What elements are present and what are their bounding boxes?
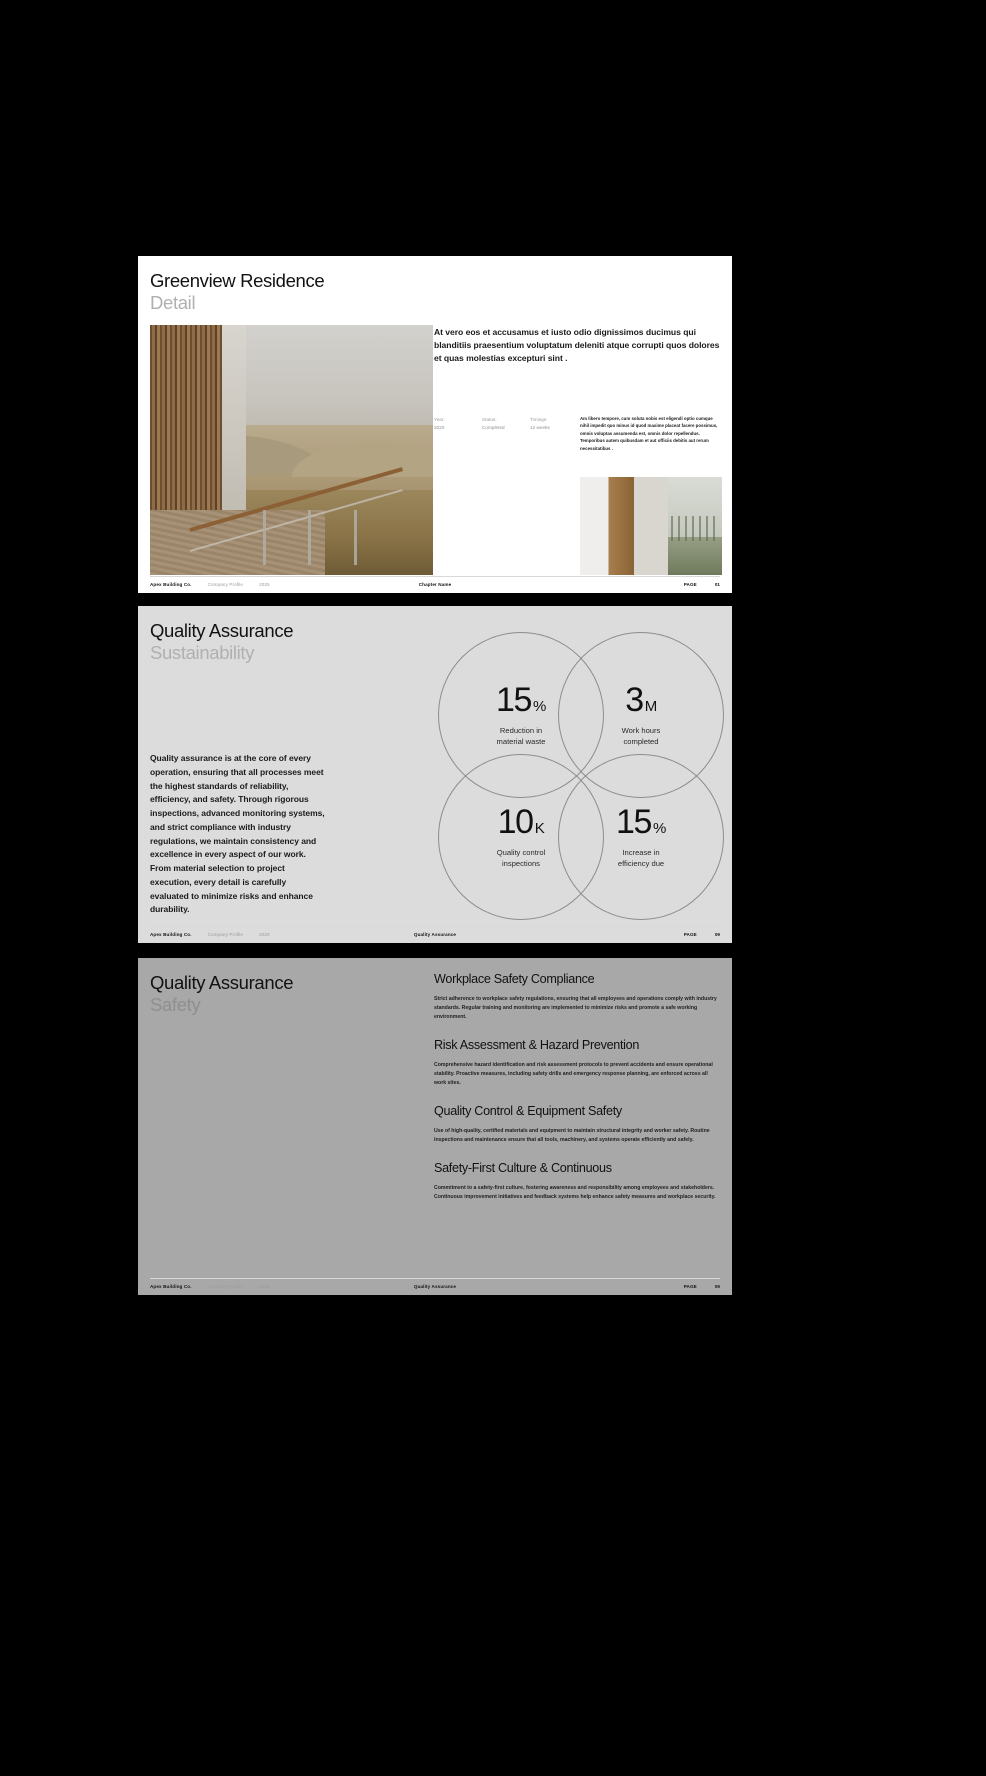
stat-unit: K (534, 819, 545, 837)
stat-unit: % (533, 697, 546, 715)
project-hero-image (150, 325, 433, 575)
project-note-paragraph: Am libero tempore, cum soluta nobis est eligendi optio cumque nihil impedit quo minus id quod maxime placeat facere possimus, omnis voluptas assumenda est, omnis dolor repellendus. Temporibus autem quibusdam et aut officiis debitis aut rerum necessitatibus . (580, 415, 718, 451)
photo-rail-post (308, 510, 311, 565)
footer-brand: Apex Building Co. (150, 582, 192, 587)
metadata-status (482, 416, 530, 433)
metadata-timings-value: 12 weeks (530, 425, 550, 431)
slide1-body (138, 325, 732, 575)
footer-page-group (684, 582, 720, 587)
metadata-year-key: Year: (434, 416, 445, 422)
project-lead-paragraph: At vero eos et accusamus et iusto odio dignissimos ducimus qui blanditiis praesentium voluptatum deleniti atque corrupti quos dolores et quas molestias excepturi sint . (434, 326, 720, 363)
footer-year: 2025 (259, 1284, 270, 1289)
photo-rail-post (354, 510, 357, 565)
metadata-timings (530, 416, 578, 433)
stat-number: 10 (497, 802, 533, 841)
metadata-year-value: 2020 (434, 425, 445, 431)
stat-label: Quality control inspections (496, 847, 546, 868)
project-thumbnail-image (580, 477, 722, 575)
stats-venn-diagram (438, 632, 724, 920)
page-title: Quality Assurance (150, 620, 294, 641)
slide-quality-sustainability (138, 606, 732, 943)
footer-page-label: PAGE (683, 582, 697, 587)
footer-page-number: 09 (714, 1284, 720, 1289)
footer-page-label: PAGE (683, 932, 697, 937)
footer-chapter: Quality Assurance (413, 1284, 457, 1289)
stat-label: Work hours completed (621, 725, 661, 746)
footer-brand: Apex Building Co. (150, 1284, 192, 1289)
safety-section-paragraph: Comprehensive hazard identification and risk assessment protocols to prevent accidents and ensure operational stability. Proactive measures, including safety drills and emergency response planning, are enforced across all work sites. (434, 1062, 713, 1086)
stat-unit: M (644, 697, 657, 715)
footer-chapter: Chapter Name (418, 582, 452, 587)
safety-section-paragraph: Strict adherence to workplace safety regulations, ensuring that all employees and operations comply with industry standards. Regular training and monitoring are implemented to minimize risks and promote a safe working environment. (434, 996, 717, 1020)
metadata-status-key: Status: (482, 416, 497, 422)
page-subtitle: Detail (150, 291, 196, 313)
slide2-footer (150, 926, 720, 937)
safety-section-heading: Workplace Safety Compliance (434, 972, 595, 986)
safety-section-heading: Quality Control & Equipment Safety (434, 1103, 622, 1118)
metadata-timings-key: Timings: (530, 416, 548, 422)
safety-section-paragraph: Commitment to a safety-first culture, fostering awareness and responsibility among employees and stakeholders. Continuous improvement initiatives and feedback systems help enhance safety measures and workplace security. (434, 1184, 716, 1200)
slide-quality-safety (138, 958, 732, 1295)
footer-page-number: 09 (714, 932, 720, 937)
thumb-ground (668, 537, 722, 574)
footer-page-label: PAGE (683, 1284, 697, 1289)
safety-section-heading: Safety-First Culture & Continuous (434, 1160, 612, 1175)
stat-number: 3 (625, 680, 643, 719)
project-metadata (434, 416, 580, 433)
stat-value-row (625, 680, 657, 719)
footer-doc-type: Company Profile (207, 582, 244, 587)
safety-section (434, 972, 720, 1022)
page-title: Quality Assurance (150, 972, 294, 993)
safety-section-paragraph: Use of high-quality, certified materials and equipment to maintain structural integrity and worker safety. Routine inspections and maintenance ensure that all tools, machinery, and systems operate efficiently and safely. (434, 1127, 710, 1143)
footer-year: 2025 (259, 582, 270, 587)
stat-number: 15 (616, 802, 652, 841)
safety-section-heading: Risk Assessment & Hazard Prevention (434, 1037, 640, 1052)
metadata-year (434, 416, 482, 433)
footer-brand: Apex Building Co. (150, 932, 192, 937)
stat-label: Increase in efficiency due (617, 847, 665, 868)
footer-year: 2025 (259, 932, 270, 937)
safety-sections-list (434, 972, 720, 1218)
footer-chapter: Quality Assurance (413, 932, 457, 937)
slide1-header (138, 256, 732, 314)
photo-rail-post (263, 510, 266, 565)
stat-circle-efficiency (558, 754, 724, 920)
thumb-trees (671, 516, 719, 541)
footer-page-number: 01 (714, 582, 720, 587)
stat-value-row (497, 802, 545, 841)
slide3-footer (150, 1278, 720, 1289)
stat-value-row (496, 680, 546, 719)
stat-unit: % (653, 819, 666, 837)
footer-doc-type: Company Profile (207, 1284, 244, 1289)
slide-project-detail (138, 256, 732, 593)
footer-doc-type: Company Profile (207, 932, 244, 937)
slide1-footer (150, 576, 720, 587)
safety-section (434, 1038, 720, 1088)
safety-section (434, 1161, 720, 1202)
safety-section (434, 1104, 720, 1145)
footer-page-group (684, 1284, 720, 1289)
stat-value-row (616, 802, 666, 841)
page-subtitle: Sustainability (150, 641, 255, 663)
stat-label: Reduction in material waste (496, 725, 546, 746)
page-title: Greenview Residence (150, 270, 325, 291)
stat-number: 15 (496, 680, 532, 719)
footer-page-group (684, 932, 720, 937)
slide1-right-column (434, 325, 722, 451)
quality-body-paragraph: Quality assurance is at the core of every operation, ensuring that all processes meet the highest standards of reliability, efficiency, and safety. Through rigorous inspections, advanced monitoring systems, and strict compliance with industry regulations, we maintain consistency and excellence in every aspect of our work. From material selection to project execution, every detail is carefully evaluated to minimize risks and enhance durability. (150, 753, 325, 915)
page-subtitle: Safety (150, 993, 201, 1015)
metadata-status-value: Completed (482, 425, 505, 431)
